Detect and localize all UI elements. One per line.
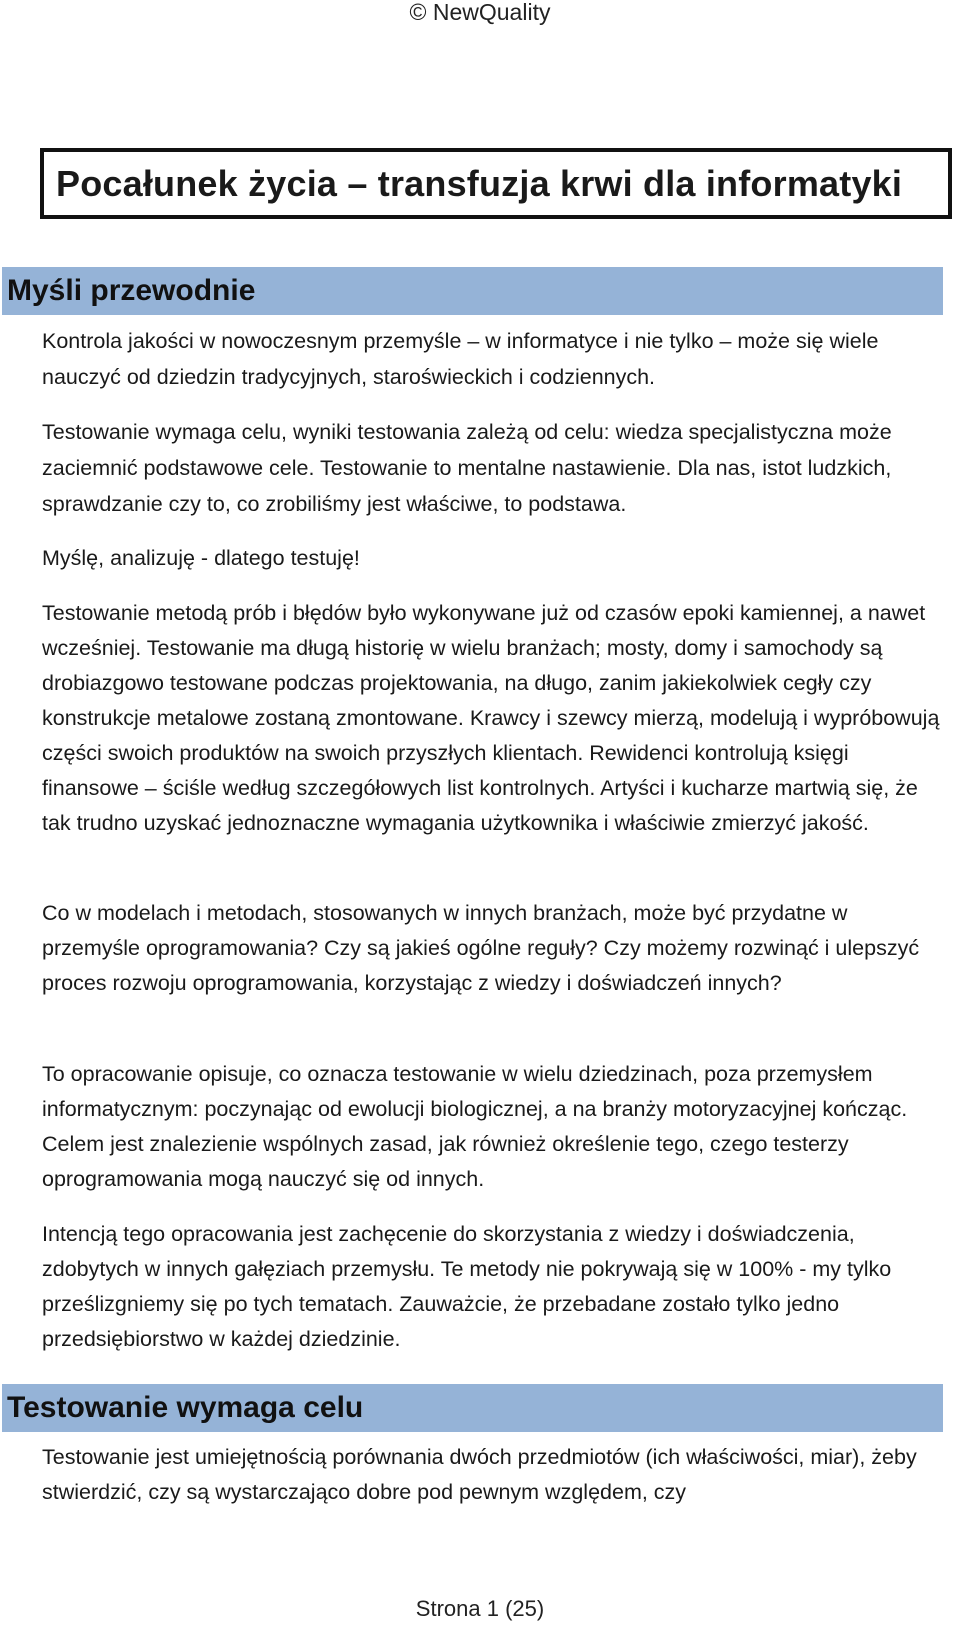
paragraph: Testowanie metodą prób i błędów było wykonywane już od czasów epoki kamiennej, a nawet wcześniej. Testowanie ma długą historię w wielu branżach; mosty, domy i samochody są drobiazgowo testowane podczas projektowania, na długo, zanim jakiekolwiek cegły czy konstrukcje metalowe zostaną zmontowane. Krawcy i szewcy mierzą, modelują i wypróbowują części swoich produktów na swoich przyszłych klientach. Rewidenci kontrolują księgi finansowe – ściśle według szczegółowych list kontrolnych. Artyści i kucharze martwią się, że tak trudno uzyskać jednoznaczne wymagania użytkownika i właściwie zmierzyć jakość. <box>42 601 940 835</box>
page-number: Strona 1 (25) <box>415 1596 545 1621</box>
document-title-box <box>40 148 952 219</box>
paragraph: To opracowanie opisuje, co oznacza testowanie w wielu dziedzinach, poza przemysłem informatycznym: poczynając od ewolucji biologicznej, a na branży motoryzacyjnej kończąc. Celem jest znalezienie wspólnych zasad, jak również określenie tego, czego testerzy oprogramowania mogą nauczyć się od innych. <box>42 1062 908 1191</box>
page-header-copyright: © NewQuality <box>409 0 551 25</box>
section-heading: Myśli przewodnie <box>7 274 256 307</box>
paragraph: Intencją tego opracowania jest zachęcenie do skorzystania z wiedzy i doświadczenia, zdobytych w innych gałęziach przemysłu. Te metody nie pokrywają się w 100% - my tylko prześlizgniemy się po tych tematach. Zauważcie, że przebadane zostało tylko jedno przedsiębiorstwo w każdej dziedzinie. <box>42 1222 892 1351</box>
paragraph: Testowanie jest umiejętnością porównania dwóch przedmiotów (ich właściwości, miar), żeby stwierdzić, czy są wystarczająco dobre pod pewnym względem, czy <box>42 1445 917 1504</box>
section-heading-band <box>2 1384 943 1432</box>
paragraph: Kontrola jakości w nowoczesnym przemyśle – w informatyce i nie tylko – może się wiele nauczyć od dziedzin tradycyjnych, staroświeckich i codziennych. <box>42 329 879 389</box>
paragraph: Myślę, analizuję - dlatego testuję! <box>42 546 360 570</box>
section-heading-band <box>2 267 943 315</box>
document-title: Pocałunek życia – transfuzja krwi dla informatyki <box>56 162 903 204</box>
section-heading: Testowanie wymaga celu <box>7 1391 364 1424</box>
paragraph: Testowanie wymaga celu, wyniki testowania zależą od celu: wiedza specjalistyczna może zaciemnić podstawowe cele. Testowanie to mentalne nastawienie. Dla nas, istot ludzkich, sprawdzanie czy to, co zrobiliśmy jest właściwe, to podstawa. <box>42 420 892 516</box>
paragraph: Co w modelach i metodach, stosowanych w innych branżach, może być przydatne w przemyśle oprogramowania? Czy są jakieś ogólne reguły? Czy możemy rozwinąć i ulepszyć proces rozwoju oprogramowania, korzystając z wiedzy i doświadczeń innych? <box>42 901 920 995</box>
